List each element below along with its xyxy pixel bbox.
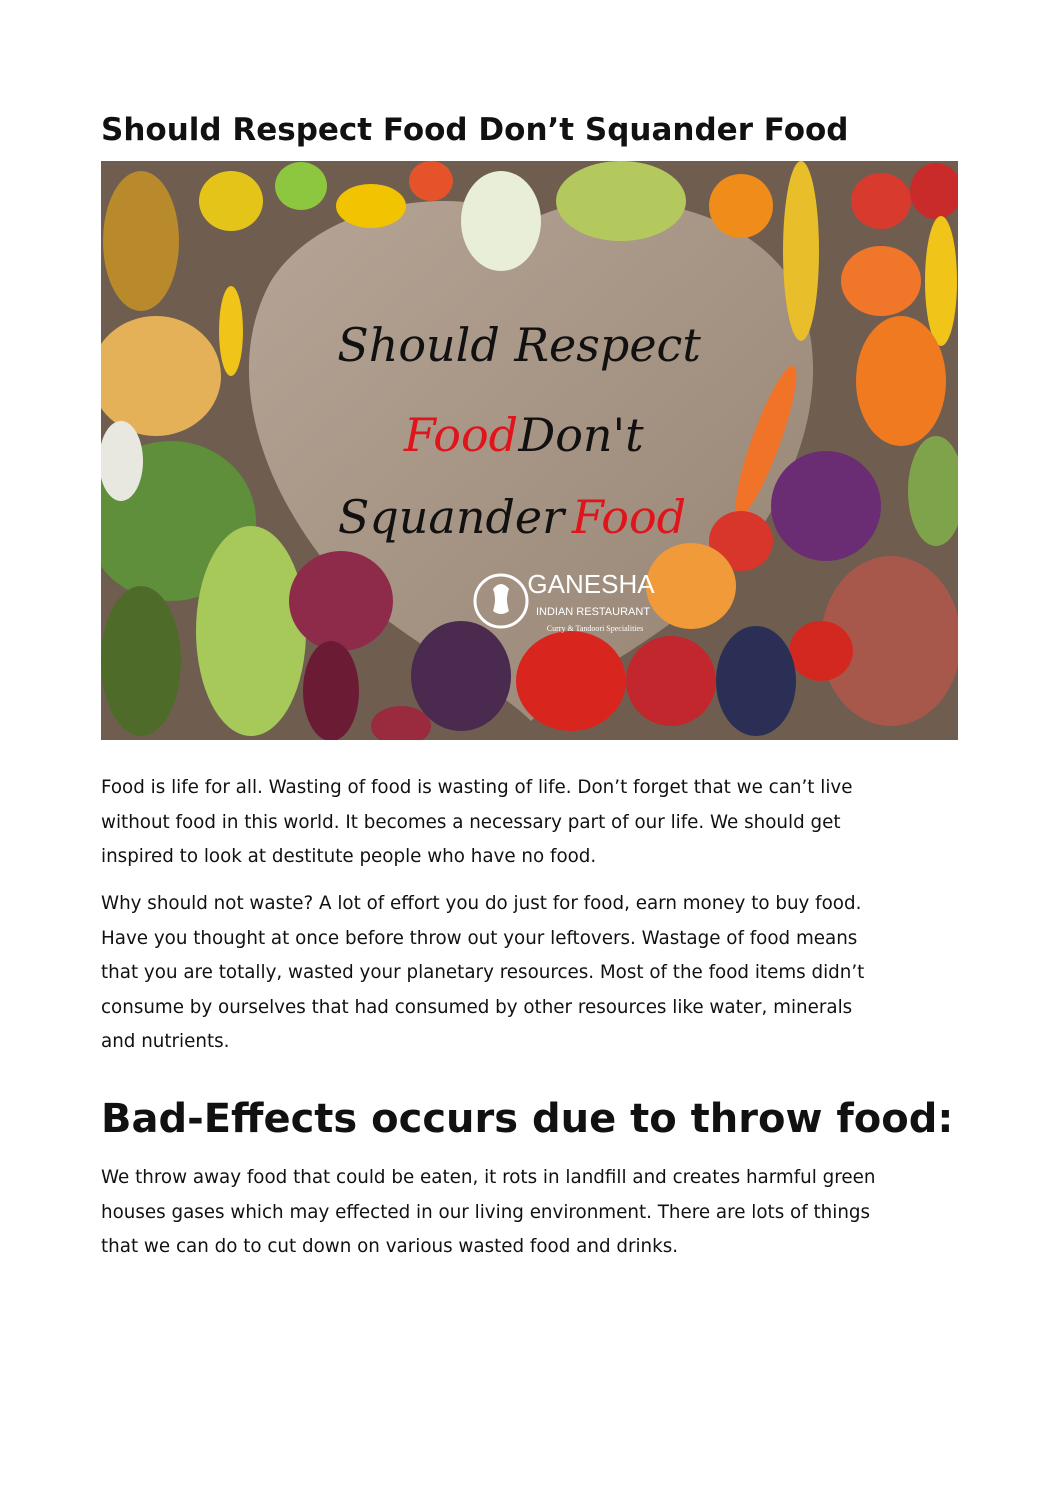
- logo-tag: Curry & Tandoori Specialities: [546, 624, 644, 633]
- paragraph-1: [101, 771, 958, 875]
- logo-name: GANESHA: [527, 569, 655, 599]
- hero-line3-black: Squander: [337, 490, 565, 544]
- section-heading: Bad-Effects occurs due to throw food:: [101, 1096, 954, 1142]
- hero-line1: Should Respect: [337, 318, 701, 372]
- paragraph-line: houses gases which may effected in our living environment. There are lots of things: [101, 1201, 871, 1223]
- hero-image: [101, 161, 958, 740]
- logo-sub: INDIAN RESTAURANT: [535, 606, 651, 618]
- paragraph-line: that we can do to cut down on various wasted food and drinks.: [101, 1236, 679, 1258]
- paragraph-line: Why should not waste? A lot of effort you do just for food, earn money to buy food.: [101, 893, 862, 914]
- paragraph-3: [101, 1161, 958, 1265]
- vegetables-heart-illustration: [101, 161, 958, 740]
- paragraph-line: Food is life for all. Wasting of food is wasting of life. Don’t forget that we can’t live: [101, 777, 853, 798]
- paragraph-line: inspired to look at destitute people who have no food.: [101, 846, 597, 868]
- paragraph-line: consume by ourselves that had consumed by other resources like water, minerals: [101, 996, 853, 1018]
- paragraph-line: and nutrients.: [101, 1031, 230, 1053]
- hero-line2-black: Don't: [518, 408, 644, 462]
- paragraph-line: We throw away food that could be eaten, it rots in landfill and creates harmful green: [101, 1167, 876, 1188]
- paragraph-line: that you are totally, wasted your planetary resources. Most of the food items didn’t: [101, 962, 865, 984]
- hero-line2-red: Food: [403, 408, 519, 462]
- hero-line3-red: Food: [571, 490, 687, 544]
- paragraph-line: without food in this world. It becomes a necessary part of our life. We should get: [101, 811, 841, 833]
- paragraph-2: [101, 887, 958, 1060]
- page-title: Should Respect Food Don’t Squander Food: [101, 112, 849, 148]
- paragraph-line: Have you thought at once before throw out your leftovers. Wastage of food means: [101, 927, 858, 949]
